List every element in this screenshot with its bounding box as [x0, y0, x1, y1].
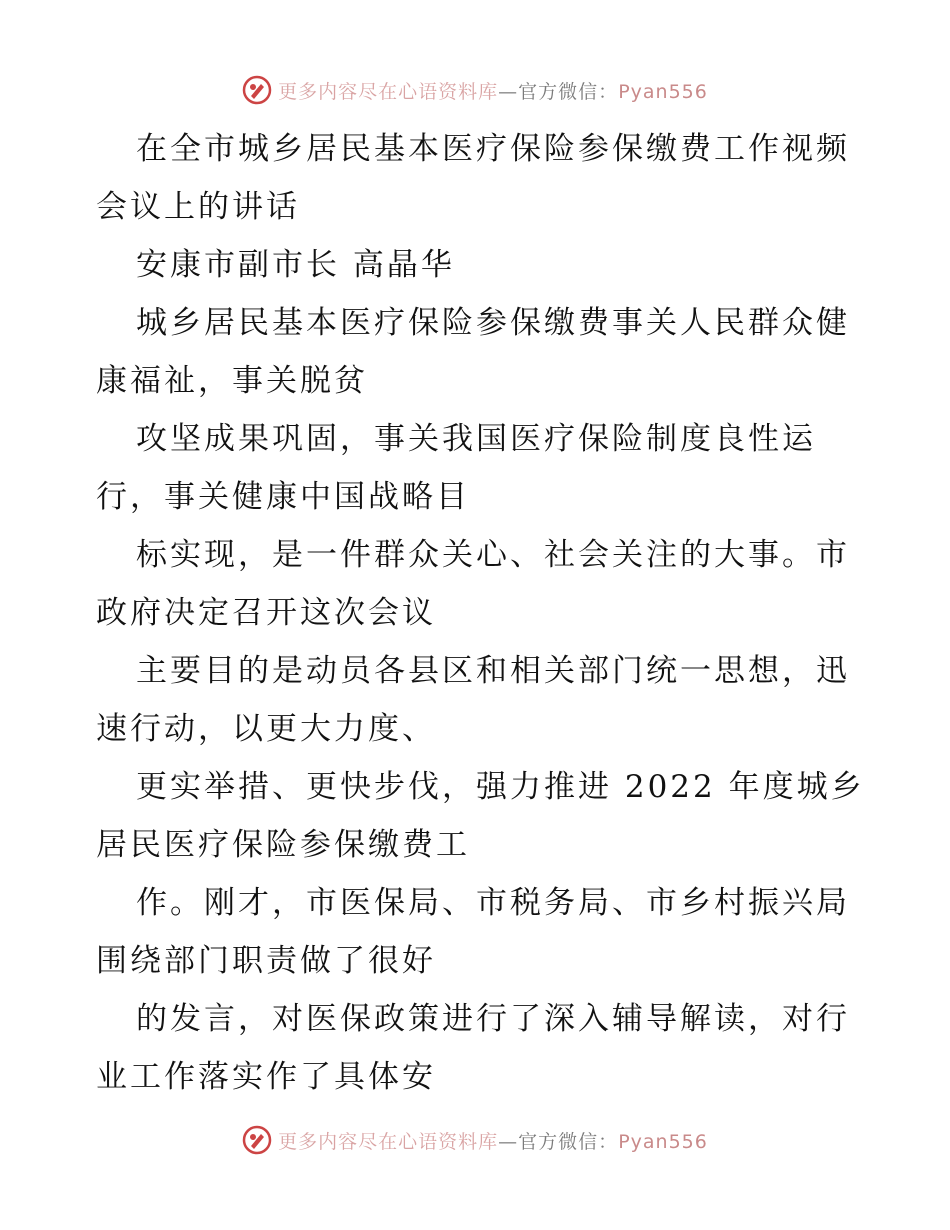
paragraph-first-line: 作。刚才，市医保局、市税务局、市乡村振兴局 — [136, 885, 850, 921]
paragraph-first-line: 主要目的是动员各县区和相关部门统一思想，迅 — [136, 653, 850, 689]
paragraph-first-line: 的发言，对医保政策进行了深入辅导解读，对行 — [136, 1001, 850, 1037]
paragraph-continuation: 行，事关健康中国战略目 — [96, 479, 470, 515]
watermark-main-text: 更多内容尽在心语资料库 — [278, 80, 499, 103]
paragraph-continuation: 速行动，以更大力度、 — [96, 711, 436, 747]
paragraph-first-line: 更实举措、更快步伐，强力推进 2022 年度城乡 — [136, 769, 865, 805]
paragraph-first-line: 攻坚成果巩固，事关我国医疗保险制度良性运 — [136, 421, 816, 457]
watermark-wechat-id: Pyan556 — [618, 1130, 708, 1153]
watermark-official-label: 官方微信： — [518, 1130, 619, 1153]
paragraph-author — [96, 236, 856, 294]
paragraph-continuation: 业工作落实作了具体安 — [96, 1059, 436, 1095]
header-watermark — [0, 73, 950, 107]
paragraph — [96, 990, 856, 1106]
paragraph-continuation: 政府决定召开这次会议 — [96, 595, 436, 631]
paragraph-continuation: 会议上的讲话 — [96, 189, 300, 225]
paragraph-continuation: 康福祉，事关脱贫 — [96, 363, 368, 399]
paragraph-first-line: 在全市城乡居民基本医疗保险参保缴费工作视频 — [136, 131, 850, 167]
paragraph-first-line: 城乡居民基本医疗保险参保缴费事关人民群众健 — [136, 305, 850, 341]
document-body — [96, 120, 865, 1106]
pen-seal-icon — [242, 75, 272, 105]
paragraph-title — [96, 120, 856, 236]
paragraph — [96, 642, 856, 758]
watermark-official-label: 官方微信： — [518, 80, 619, 103]
paragraph — [96, 874, 856, 990]
watermark-dash: — — [498, 80, 519, 103]
watermark-main-text: 更多内容尽在心语资料库 — [278, 1130, 499, 1153]
paragraph — [96, 526, 856, 642]
paragraph — [96, 410, 856, 526]
watermark-wechat-id: Pyan556 — [618, 80, 708, 103]
watermark-dash: — — [498, 1130, 519, 1153]
paragraph-first-line: 标实现，是一件群众关心、社会关注的大事。市 — [136, 537, 850, 573]
paragraph-continuation: 居民医疗保险参保缴费工 — [96, 827, 470, 863]
paragraph-first-line: 安康市副市长 高晶华 — [136, 247, 455, 283]
pen-seal-icon — [242, 1125, 272, 1155]
footer-watermark — [0, 1123, 950, 1157]
paragraph — [96, 294, 856, 410]
paragraph-continuation: 围绕部门职责做了很好 — [96, 943, 436, 979]
paragraph — [96, 758, 865, 874]
